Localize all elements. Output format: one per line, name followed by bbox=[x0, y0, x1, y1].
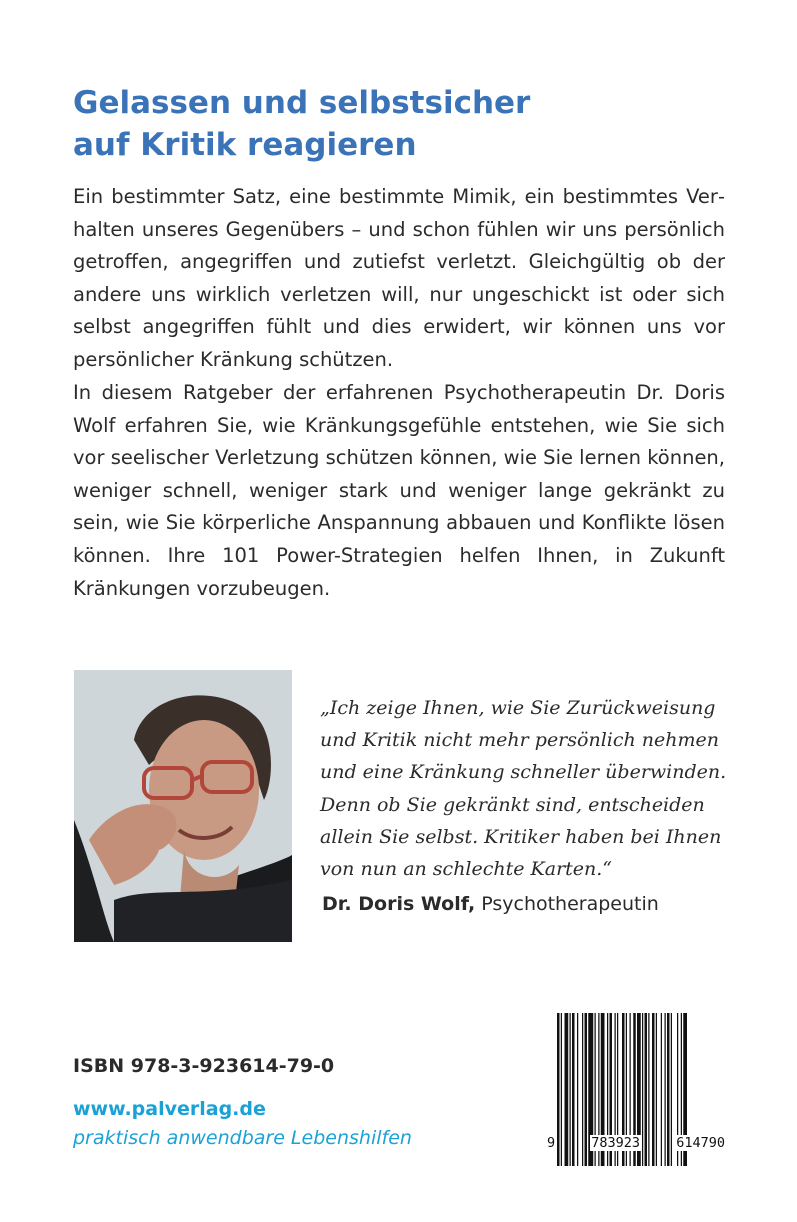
quote-line: und eine Kränkung schneller überwinden. bbox=[320, 761, 727, 784]
book-title bbox=[73, 82, 733, 166]
quote-line: und Kritik nicht mehr persönlich nehmen bbox=[320, 729, 719, 752]
barcode-digits bbox=[546, 1135, 726, 1151]
barcode-digit-first: 9 bbox=[547, 1135, 556, 1151]
description-paragraph-2: In diesem Ratgeber der erfahrenen Psychotherapeutin Dr. Doris Wolf erfahren Sie, wie Kränkungsgefühle entstehen, wie Sie sich vor seelischer Verletzung schützen können, wie Sie lernen können, weniger schnell, weniger stark und weniger lange gekränkt zu sein, wie Sie körperliche Anspannung abbauen und Konflikte lösen können. Ihre 101 Power-Strategien helfen Ihnen, in Zukunft Kränkungen vorzubeugen. bbox=[73, 381, 725, 600]
quote-attribution bbox=[322, 893, 659, 915]
author-name: Dr. Doris Wolf, bbox=[322, 893, 476, 915]
title-line-2: auf Kritik reagieren bbox=[73, 127, 417, 163]
quote-line: allein Sie selbst. Kritiker haben bei Ihnen bbox=[320, 825, 722, 848]
author-quote bbox=[320, 692, 730, 885]
barcode-digits-left: 783923 bbox=[591, 1135, 641, 1151]
quote-line: Denn ob Sie gekränkt sind, entscheiden bbox=[320, 793, 705, 816]
author-role: Psychotherapeutin bbox=[475, 893, 659, 915]
author-photo bbox=[74, 670, 292, 942]
quote-line: von nun an schlechte Karten.“ bbox=[320, 858, 613, 881]
publisher-website-link[interactable]: www.palverlag.de bbox=[73, 1098, 266, 1120]
quote-line: „Ich zeige Ihnen, wie Sie Zurückweisung bbox=[320, 697, 716, 719]
author-portrait-image bbox=[74, 670, 292, 942]
publisher-tagline: praktisch anwendbare Lebenshilfen bbox=[73, 1127, 412, 1149]
isbn-number: ISBN 978-3-923614-79-0 bbox=[73, 1055, 335, 1077]
title-line-1: Gelassen und selbstsicher bbox=[73, 85, 531, 121]
description-paragraph-1: Ein bestimmter Satz, eine bestimmte Mimik, ein bestimmtes Verhalten unseres Gegenübers – und schon fühlen wir uns persönlich getroffen, angegriffen und zutiefst verletzt. Gleichgültig ob der andere uns wirklich verletzen will, nur ungeschickt ist oder sich selbst angegriffen fühlt und dies erwidert, wir können uns vor persönlicher Kränkung schützen. bbox=[73, 185, 725, 371]
barcode-digits-right: 614790 bbox=[676, 1135, 725, 1151]
